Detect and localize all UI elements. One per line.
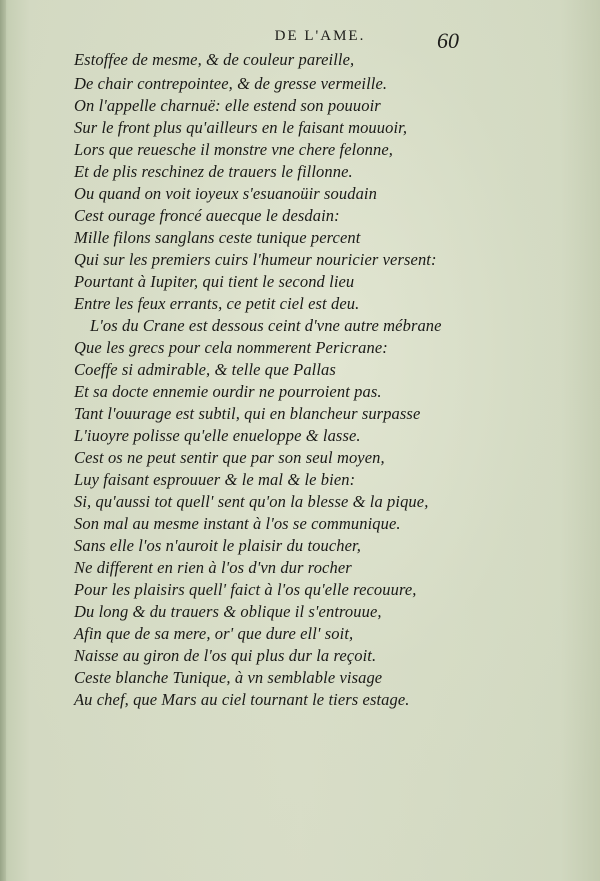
verse-line: Ne different en rien à l'os d'vn dur rocher [74, 558, 352, 577]
verse-line: Ceste blanche Tunique, à vn semblable visage [74, 668, 383, 687]
verse-line: Au chef, que Mars au ciel tournant le tiers estage. [74, 690, 410, 709]
verse-line: Cest os ne peut sentir que par son seul moyen, [74, 448, 385, 467]
running-head: DE L'AME. [274, 28, 366, 44]
verse-line: Qui sur les premiers cuirs l'humeur nouricier versent: [74, 250, 437, 269]
verse-line: Si, qu'aussi tot quell' sent qu'on la blesse & la pique, [74, 492, 429, 511]
verse-line: Sans elle l'os n'auroit le plaisir du toucher, [74, 536, 361, 555]
verse-line: Du long & du trauers & oblique il s'entrouue, [74, 602, 382, 621]
verse-line: Lors que reuesche il monstre vne chere felonne, [74, 140, 394, 159]
verse-line: Sur le front plus qu'ailleurs en le faisant mouuoir, [74, 118, 408, 137]
verse-line: Coeffe si admirable, & telle que Pallas [74, 360, 336, 379]
verse-line: Tant l'ouurage est subtil, qui en blancheur surpasse [74, 404, 421, 423]
verse-line: Naisse au giron de l'os qui plus dur la reçoit. [74, 646, 377, 665]
verse-line: De chair contrepointee, & de gresse vermeille. [74, 74, 388, 93]
verse-line: Et sa docte ennemie ourdir ne pourroient pas. [74, 382, 382, 401]
verse-line: Mille filons sanglans ceste tunique percent [74, 228, 361, 247]
verse-line: Ou quand on voit ioyeux s'esuanoüir soudain [74, 184, 377, 203]
verse-line: Son mal au mesme instant à l'os se communique. [74, 514, 401, 533]
verse-line: Estoffee de mesme, & de couleur pareille, [74, 50, 355, 69]
verse-line: Entre les feux errants, ce petit ciel est deu. [74, 294, 360, 313]
verse-line: L'os du Crane est dessous ceint d'vne autre mébrane [90, 316, 442, 335]
verse-line: Que les grecs pour cela nommerent Pericrane: [74, 338, 388, 357]
verse-line: Luy faisant esprouuer & le mal & le bien: [74, 470, 356, 489]
verse-line: Afin que de sa mere, or' que dure ell' soit, [74, 624, 354, 643]
verse-line: L'iuoyre polisse qu'elle enueloppe & lasse. [74, 426, 361, 445]
verse-line: Cest ourage froncé auecque le desdain: [74, 206, 340, 225]
verse-line: Et de plis reschinez de trauers le fillonne. [74, 162, 353, 181]
verse-line: Pour les plaisirs quell' faict à l'os qu'elle recouure, [74, 580, 417, 599]
verse-line: Pourtant à Iupiter, qui tient le second lieu [74, 272, 355, 291]
verse-line: On l'appelle charnuë: elle estend son pouuoir [74, 96, 381, 115]
page-number: 60 [437, 28, 459, 53]
